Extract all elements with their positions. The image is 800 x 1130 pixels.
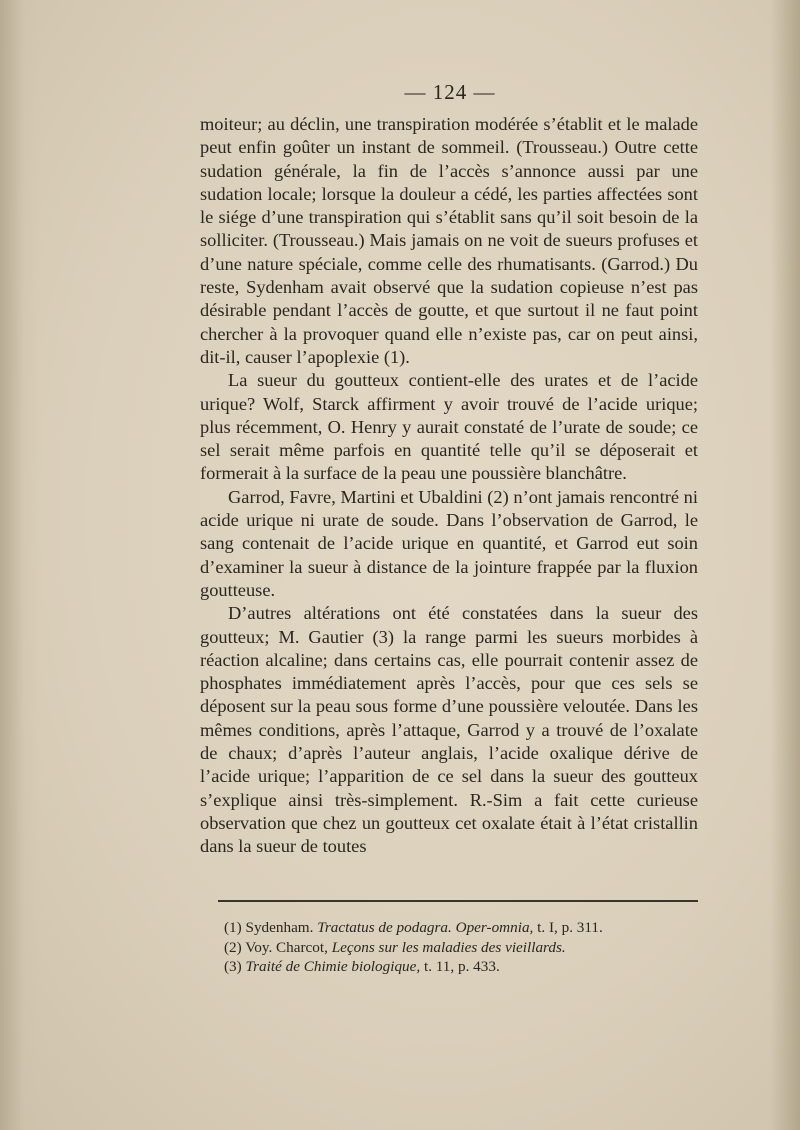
page-shadow-right bbox=[770, 0, 800, 1130]
footnote-title: Leçons sur les maladies des vieillards. bbox=[331, 938, 566, 956]
footnote-prefix: (1) Sydenham. bbox=[224, 919, 318, 936]
footnote-3 bbox=[224, 957, 694, 977]
paragraph: Garrod, Favre, Martini et Ubaldini (2) n’ont jamais rencontré ni acide urique ni urate de soude. Dans l’observation de Garrod, le sang contenait de l’acide urique en quantité, et Garrod eut soin d’examiner la sueur à distance de la jointure frappée par la fluxion goutteuse. bbox=[200, 486, 698, 600]
footnote-prefix: (2) Voy. Charcot, bbox=[224, 938, 332, 956]
footnote-separator bbox=[218, 900, 698, 902]
footnote-suffix: t. 11, p. 433. bbox=[420, 958, 500, 975]
footnote-suffix: t. I, p. 311. bbox=[533, 919, 603, 936]
footnote-1 bbox=[224, 918, 694, 938]
paragraph: moiteur; au déclin, une transpiration modérée s’établit et le malade peut enfin goûter un instant de sommeil. (Trousseau.) Outre cette sudation générale, la fin de l’accès s’annonce aussi par une sudation locale; lorsque la douleur a cédé, les parties affectées sont le siége d’une transpiration qui s’établit sans qu’il soit besoin de la solliciter. (Trousseau.) Mais jamais on ne voit de sueurs profuses et d’une nature spéciale, comme celle des rhumatisants. (Garrod.) Du reste, Sydenham avait observé que la sudation copieuse n’est pas désirable pendant l’accès de goutte, et que surtout il ne faut point chercher à la provoquer quand elle n’existe pas, car on peut ainsi, dit-il, causer l’apoplexie (1). bbox=[200, 114, 698, 367]
footnote-title: Tractatus de podagra. Oper-omnia, bbox=[317, 919, 534, 936]
paragraph: D’autres altérations ont été constatées dans la sueur des goutteux; M. Gautier (3) la range parmi les sueurs morbides à réaction alcaline; dans certains cas, elle pourrait contenir assez de phosphates immédiatement après l’accès, pour que ces sels se déposent sur la peau sous forme d’une poussière veloutée. Dans les mêmes conditions, après l’attaque, Garrod y a trouvé de l’oxalate de chaux; d’après l’auteur anglais, l’acide oxalique dérive de l’acide urique; l’apparition de ce sel dans la sueur des goutteux s’explique ainsi très-simplement. R.-Sim a fait cette curieuse observation que chez un goutteux cet oxalate était à l’état cristallin dans la sueur de toutes bbox=[200, 603, 698, 857]
footnote-prefix: (3) bbox=[224, 958, 246, 975]
body-text bbox=[200, 113, 698, 859]
paragraph: La sueur du goutteux contient-elle des urates et de l’acide urique? Wolf, Starck affirment y avoir trouvé de l’acide urique; plus récemment, O. Henry y aurait constaté de l’urate de soude; ce sel serait même parfois en quantité telle qu’il se déposerait et formerait à la surface de la peau une poussière blanchâtre. bbox=[200, 370, 698, 484]
page-number: — 124 — bbox=[404, 80, 496, 104]
footnotes bbox=[224, 918, 694, 977]
page-shadow-left bbox=[0, 0, 40, 1130]
footnote-title: Traité de Chimie biologique, bbox=[245, 958, 421, 975]
footnote-2 bbox=[224, 938, 694, 958]
